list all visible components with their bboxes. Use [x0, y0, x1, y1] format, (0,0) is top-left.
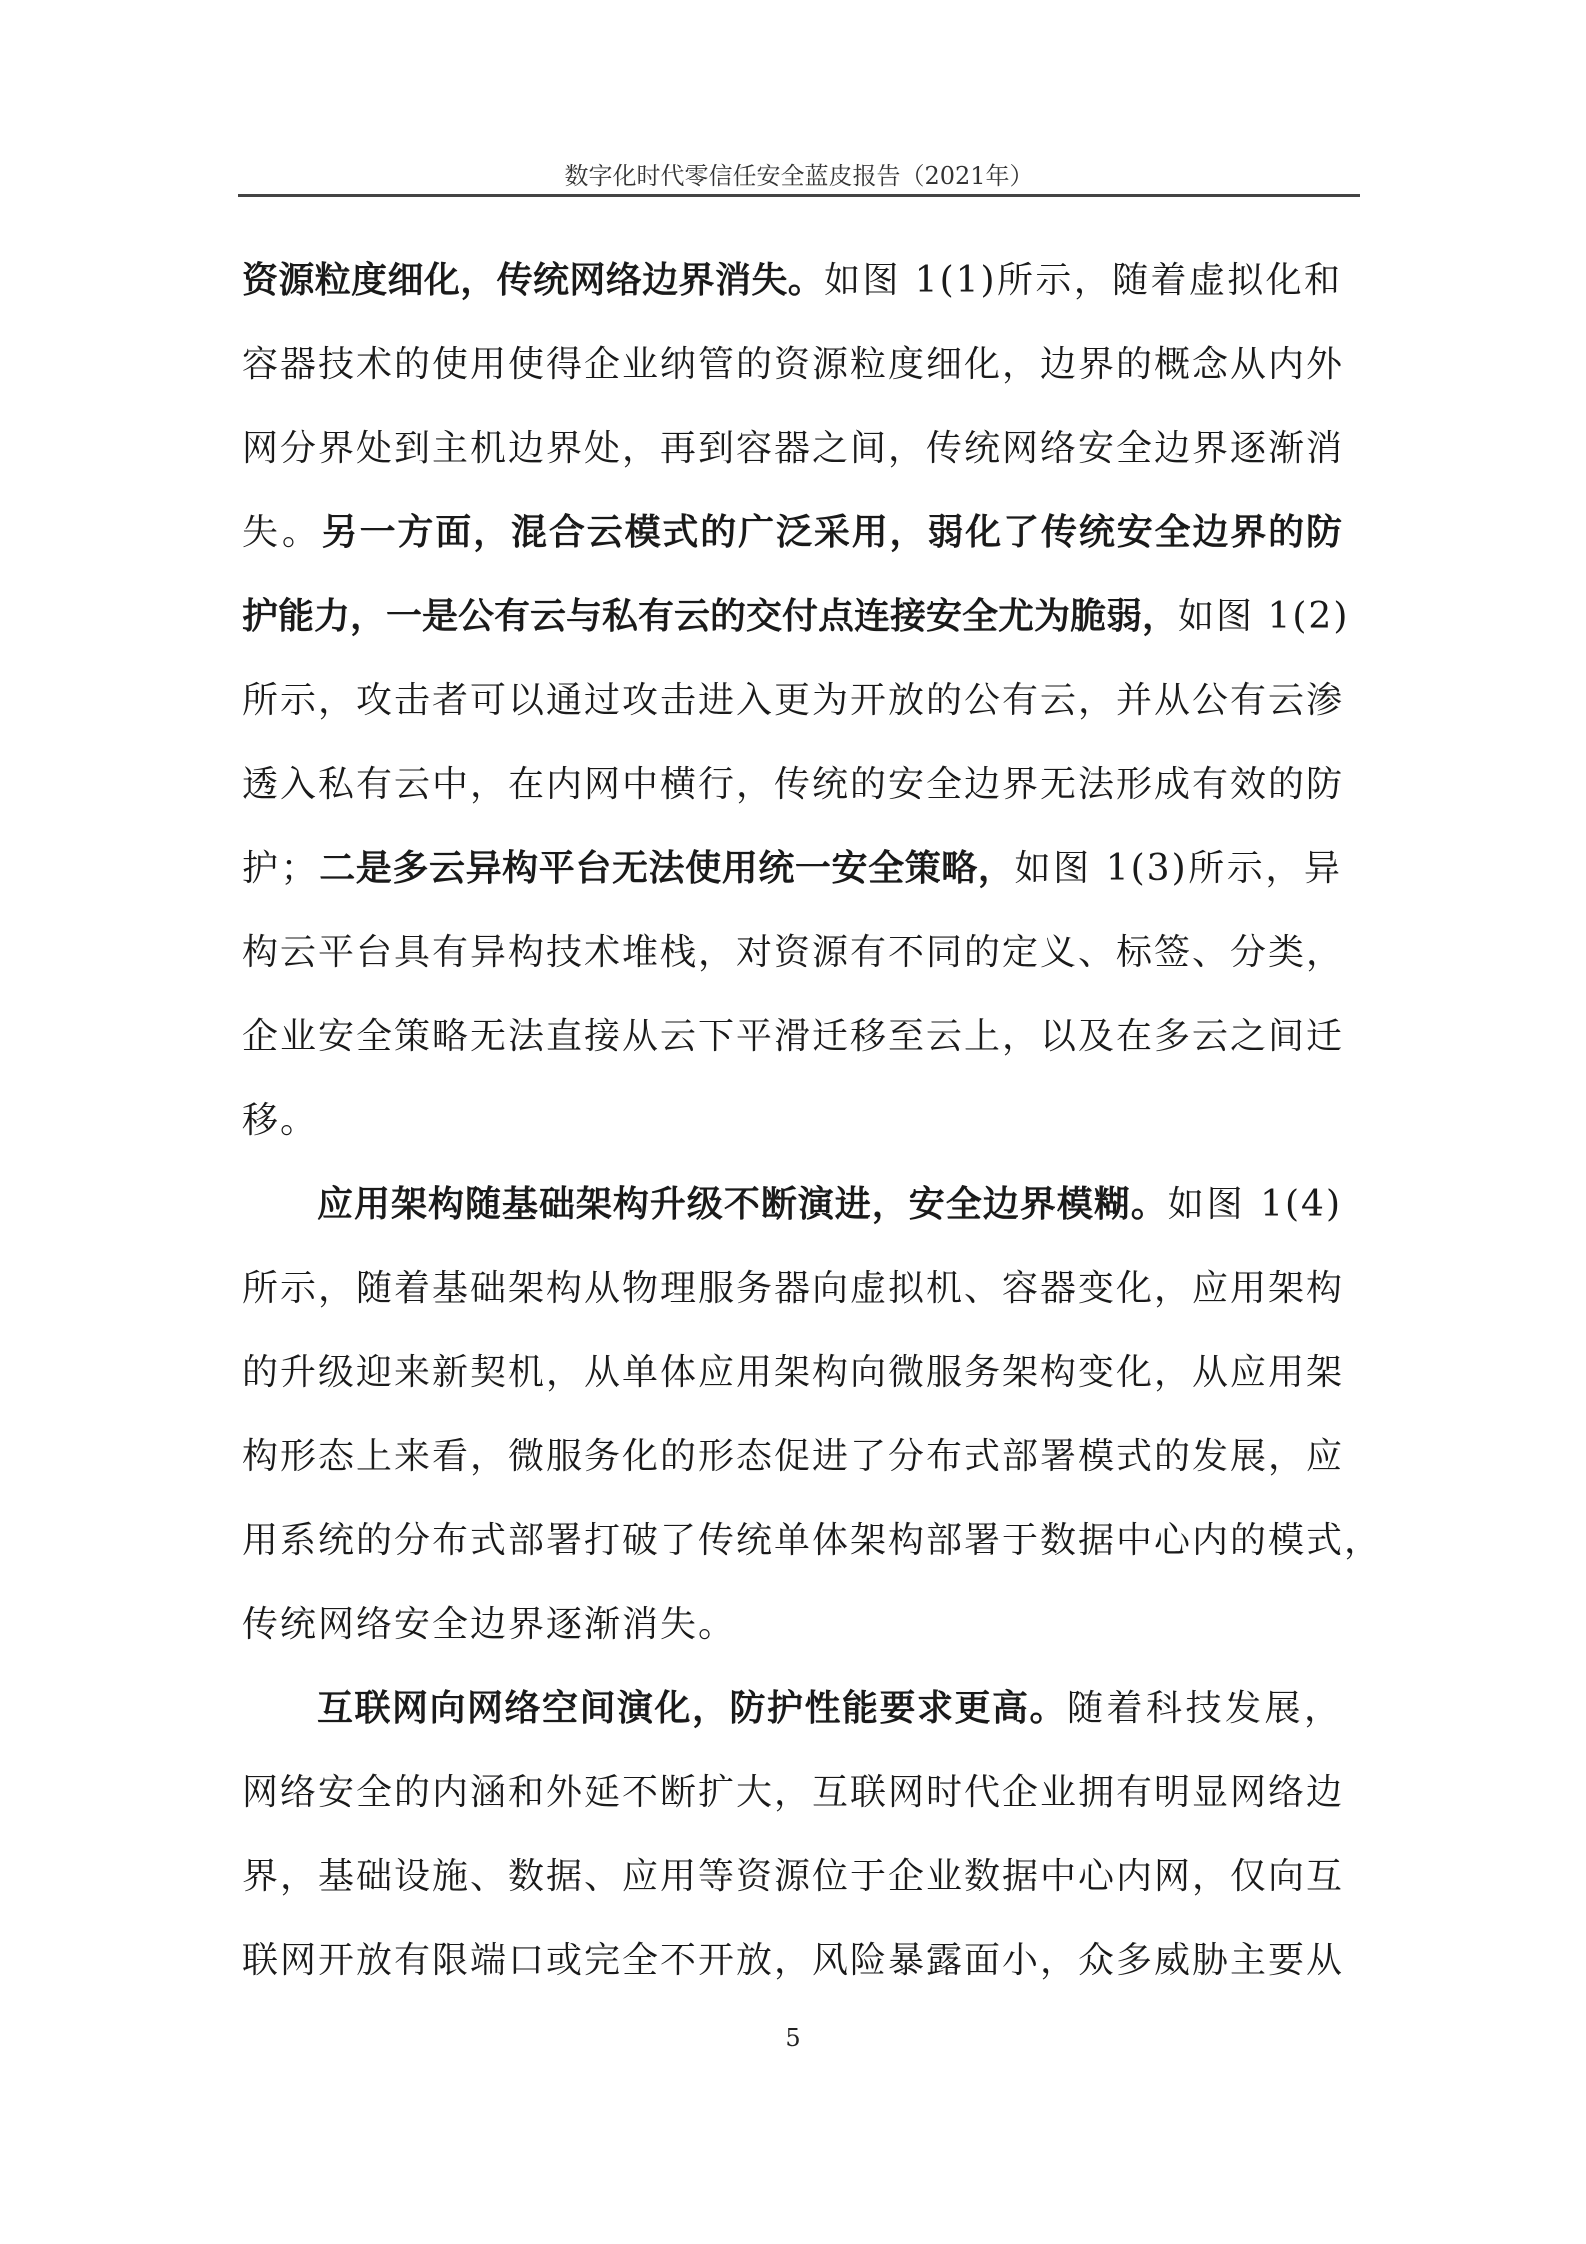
text-segment: 所示，随着基础架构从物理服务器向虚拟机、容器变化，应用架构 [242, 1268, 1345, 1309]
text-segment: 企业安全策略无法直接从云下平滑迁移至云上，以及在多云之间迁 [242, 1016, 1345, 1057]
bold-text-segment: 另一方面，混合云模式的广泛采用，弱化了传统安全边界的防 [321, 512, 1342, 553]
text-segment: 联网开放有限端口或完全不开放，风险暴露面小，众多威胁主要从 [242, 1940, 1345, 1981]
body-text [242, 239, 1383, 2003]
text-line [242, 911, 1345, 995]
text-segment: 网络安全的内涵和外延不断扩大，互联网时代企业拥有明显网络边 [242, 1772, 1345, 1813]
text-line [242, 407, 1345, 491]
text-segment: 网分界处到主机边界处，再到容器之间，传统网络安全边界逐渐消 [242, 428, 1345, 469]
text-segment: 失。 [242, 512, 322, 553]
text-segment: 随着科技发展， [1066, 1688, 1342, 1729]
text-line [242, 491, 1342, 575]
bold-text-segment: 互联网向网络空间演化，防护性能要求更高。 [317, 1688, 1067, 1729]
text-line [242, 827, 1342, 911]
header-divider [238, 194, 1360, 197]
bold-text-segment: 二是多云异构平台无法使用统一安全策略， [318, 848, 1015, 889]
text-segment: 传统网络安全边界逐渐消失。 [242, 1604, 737, 1645]
bold-text-segment: 护能力，一是公有云与私有云的交付点连接安全尤为脆弱， [242, 596, 1179, 637]
bold-text-segment: 资源粒度细化，传统网络边界消失。 [242, 260, 825, 301]
text-segment: 容器技术的使用使得企业纳管的资源粒度细化，边界的概念从内外 [242, 344, 1345, 385]
bold-text-segment: 应用架构随基础架构升级不断演进，安全边界模糊。 [317, 1184, 1168, 1225]
text-line [242, 1583, 1342, 1667]
text-line [242, 1079, 1342, 1163]
text-segment: 界，基础设施、数据、应用等资源位于企业数据中心内网，仅向互 [242, 1856, 1345, 1897]
text-line [242, 1835, 1345, 1919]
text-segment: 透入私有云中，在内网中横行，传统的安全边界无法形成有效的防 [242, 764, 1345, 805]
text-line [242, 1247, 1345, 1331]
text-segment: 如图 1(4) [1167, 1184, 1342, 1225]
text-segment: 护； [242, 848, 319, 889]
text-line [242, 1499, 1383, 1583]
text-segment: 构云平台具有异构技术堆栈，对资源有不同的定义、标签、分类， [242, 932, 1345, 973]
text-segment: 如图 1(3)所示，异 [1014, 848, 1342, 889]
text-line [242, 239, 1342, 323]
text-line [242, 743, 1345, 827]
text-segment: 如图 1(1)所示，随着虚拟化和 [824, 260, 1342, 301]
text-segment: 如图 1(2) [1178, 596, 1350, 637]
page-number: 5 [785, 2024, 801, 2052]
running-header: 数字化时代零信任安全蓝皮报告（2021年） [564, 162, 1034, 190]
text-segment: 移。 [242, 1100, 319, 1141]
text-line [242, 1667, 1342, 1751]
text-line [242, 1751, 1345, 1835]
text-line [242, 1415, 1345, 1499]
text-segment: 的升级迎来新契机，从单体应用架构向微服务架构变化，从应用架 [242, 1352, 1345, 1393]
text-line [242, 659, 1345, 743]
text-line [242, 1331, 1345, 1415]
text-line [242, 995, 1345, 1079]
text-segment: 构形态上来看，微服务化的形态促进了分布式部署模式的发展，应 [242, 1436, 1345, 1477]
text-line [242, 323, 1345, 407]
text-segment: 用系统的分布式部署打破了传统单体架构部署于数据中心内的模式， [242, 1520, 1383, 1561]
text-line [242, 1919, 1345, 2003]
text-segment: 所示，攻击者可以通过攻击进入更为开放的公有云，并从公有云渗 [242, 680, 1345, 721]
text-line [242, 1163, 1342, 1247]
text-line [242, 575, 1350, 659]
